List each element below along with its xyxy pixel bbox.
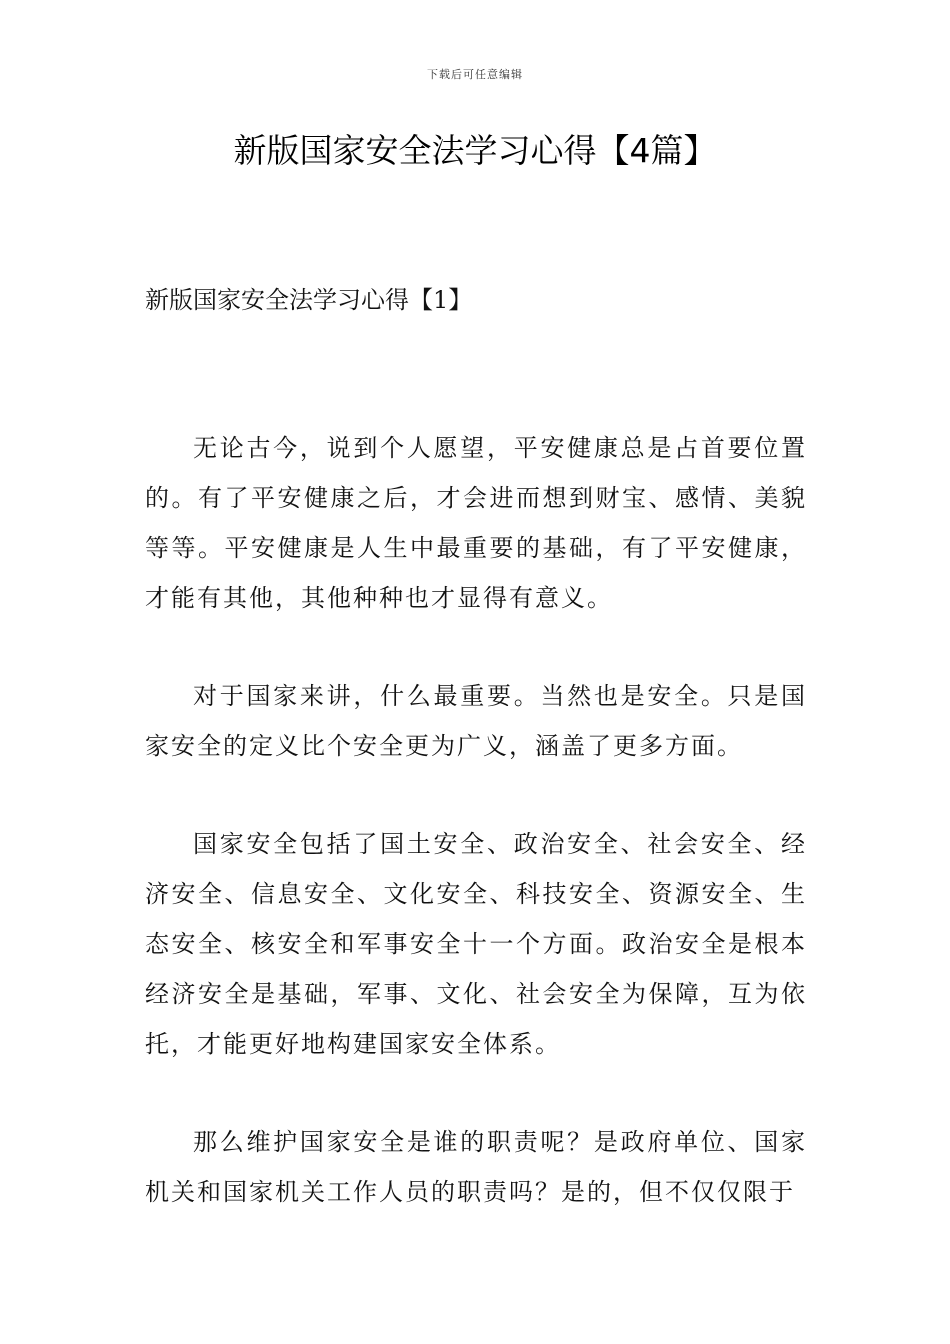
paragraph-3: 国家安全包括了国土安全、政治安全、社会安全、经济安全、信息安全、文化安全、科技安全、资源安全、生态安全、核安全和军事安全十一个方面。政治安全是根本经济安全是基础，军事、文化、社会安全为保障，互为依托，才能更好地构建国家安全体系。 [145, 830, 807, 1058]
paragraph-4: 那么维护国家安全是谁的职责呢？是政府单位、国家机关和国家机关工作人员的职责吗？是的，但不仅仅限于 [145, 1128, 807, 1206]
paragraph-2: 对于国家来讲，什么最重要。当然也是安全。只是国家安全的定义比个安全更为广义，涵盖了更多方面。 [145, 682, 807, 760]
paragraph-1: 无论古今，说到个人愿望，平安健康总是占首要位置的。有了平安健康之后，才会进而想到财宝、感情、美貌等等。平安健康是人生中最重要的基础，有了平安健康，才能有其他，其他种种也才显得有意义。 [145, 434, 807, 612]
section-title: 新版国家安全法学习心得【1】 [145, 286, 473, 314]
body-text [145, 423, 807, 1265]
document-title: 新版国家安全法学习心得【4篇】 [233, 131, 717, 170]
header-note: 下载后可任意编辑 [427, 68, 523, 81]
